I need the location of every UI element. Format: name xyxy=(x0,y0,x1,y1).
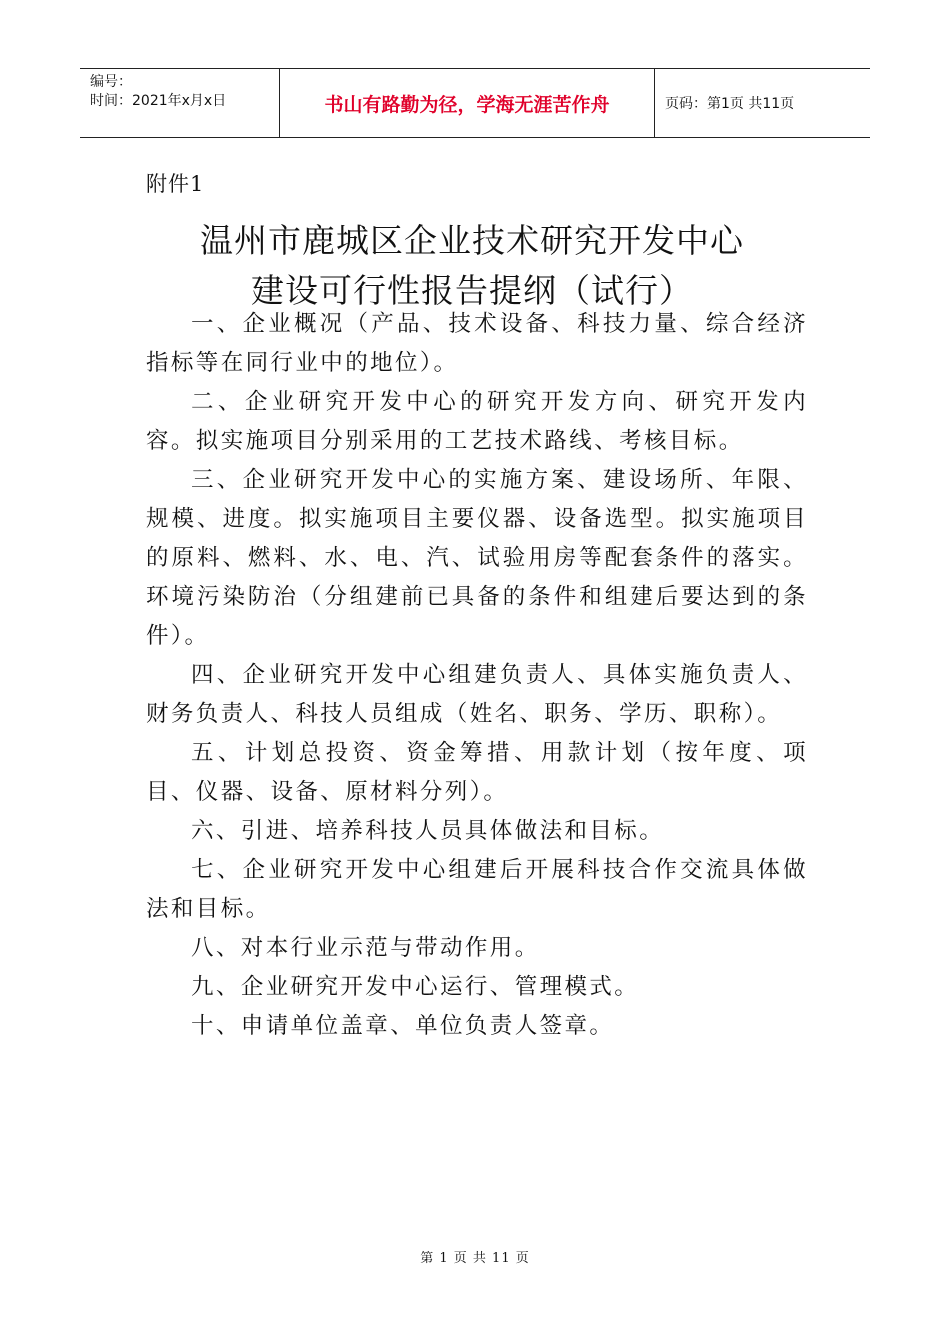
header-meta xyxy=(80,69,280,137)
paragraph-10: 十、申请单位盖章、单位负责人签章。 xyxy=(191,1013,615,1039)
attachment-label: 附件1 xyxy=(146,172,205,196)
paragraph-2: 二、企业研究开发中心的研究开发方向、研究开发内容。拟实施项目分别采用的工艺技术路线、考核目标。 xyxy=(146,389,808,454)
paragraph-9: 九、企业研究开发中心运行、管理模式。 xyxy=(191,974,640,1000)
page-footer: 第 1 页 共 11 页 xyxy=(420,1251,530,1266)
paragraph-7: 七、企业研究开发中心组建后开展科技合作交流具体做法和目标。 xyxy=(146,857,808,922)
paragraph-4: 四、企业研究开发中心组建负责人、具体实施负责人、财务负责人、科技人员组成（姓名、职务、学历、职称）。 xyxy=(146,662,808,727)
document-time-label: 时间：2021年x月x日 xyxy=(90,93,227,109)
paragraph-1: 一、企业概况（产品、技术设备、科技力量、综合经济指标等在同行业中的地位）。 xyxy=(146,311,808,376)
paragraph-8: 八、对本行业示范与带动作用。 xyxy=(191,935,540,961)
document-number-label: 编号： xyxy=(90,74,132,90)
paragraph-3: 三、企业研究开发中心的实施方案、建设场所、年限、规模、进度。拟实施项目主要仪器、设备选型。拟实施项目的原料、燃料、水、电、汽、试验用房等配套条件的落实。环境污染防治（分组建前已具备的条件和组建后要达到的条件）。 xyxy=(146,467,808,649)
header-motto: 书山有路勤为径，学海无涯苦作舟 xyxy=(280,69,655,137)
paragraph-5: 五、计划总投资、资金筹措、用款计划（按年度、项目、仪器、设备、原材料分列）。 xyxy=(146,740,808,805)
header-page-info: 页码：第1页 共11页 xyxy=(665,96,795,112)
page-header xyxy=(80,68,870,138)
document-body xyxy=(146,305,808,1046)
document-title-line-1: 温州市鹿城区企业技术研究开发中心 xyxy=(200,221,744,260)
paragraph-6: 六、引进、培养科技人员具体做法和目标。 xyxy=(191,818,665,844)
document-title-line-2: 建设可行性报告提纲（试行） xyxy=(251,271,693,310)
